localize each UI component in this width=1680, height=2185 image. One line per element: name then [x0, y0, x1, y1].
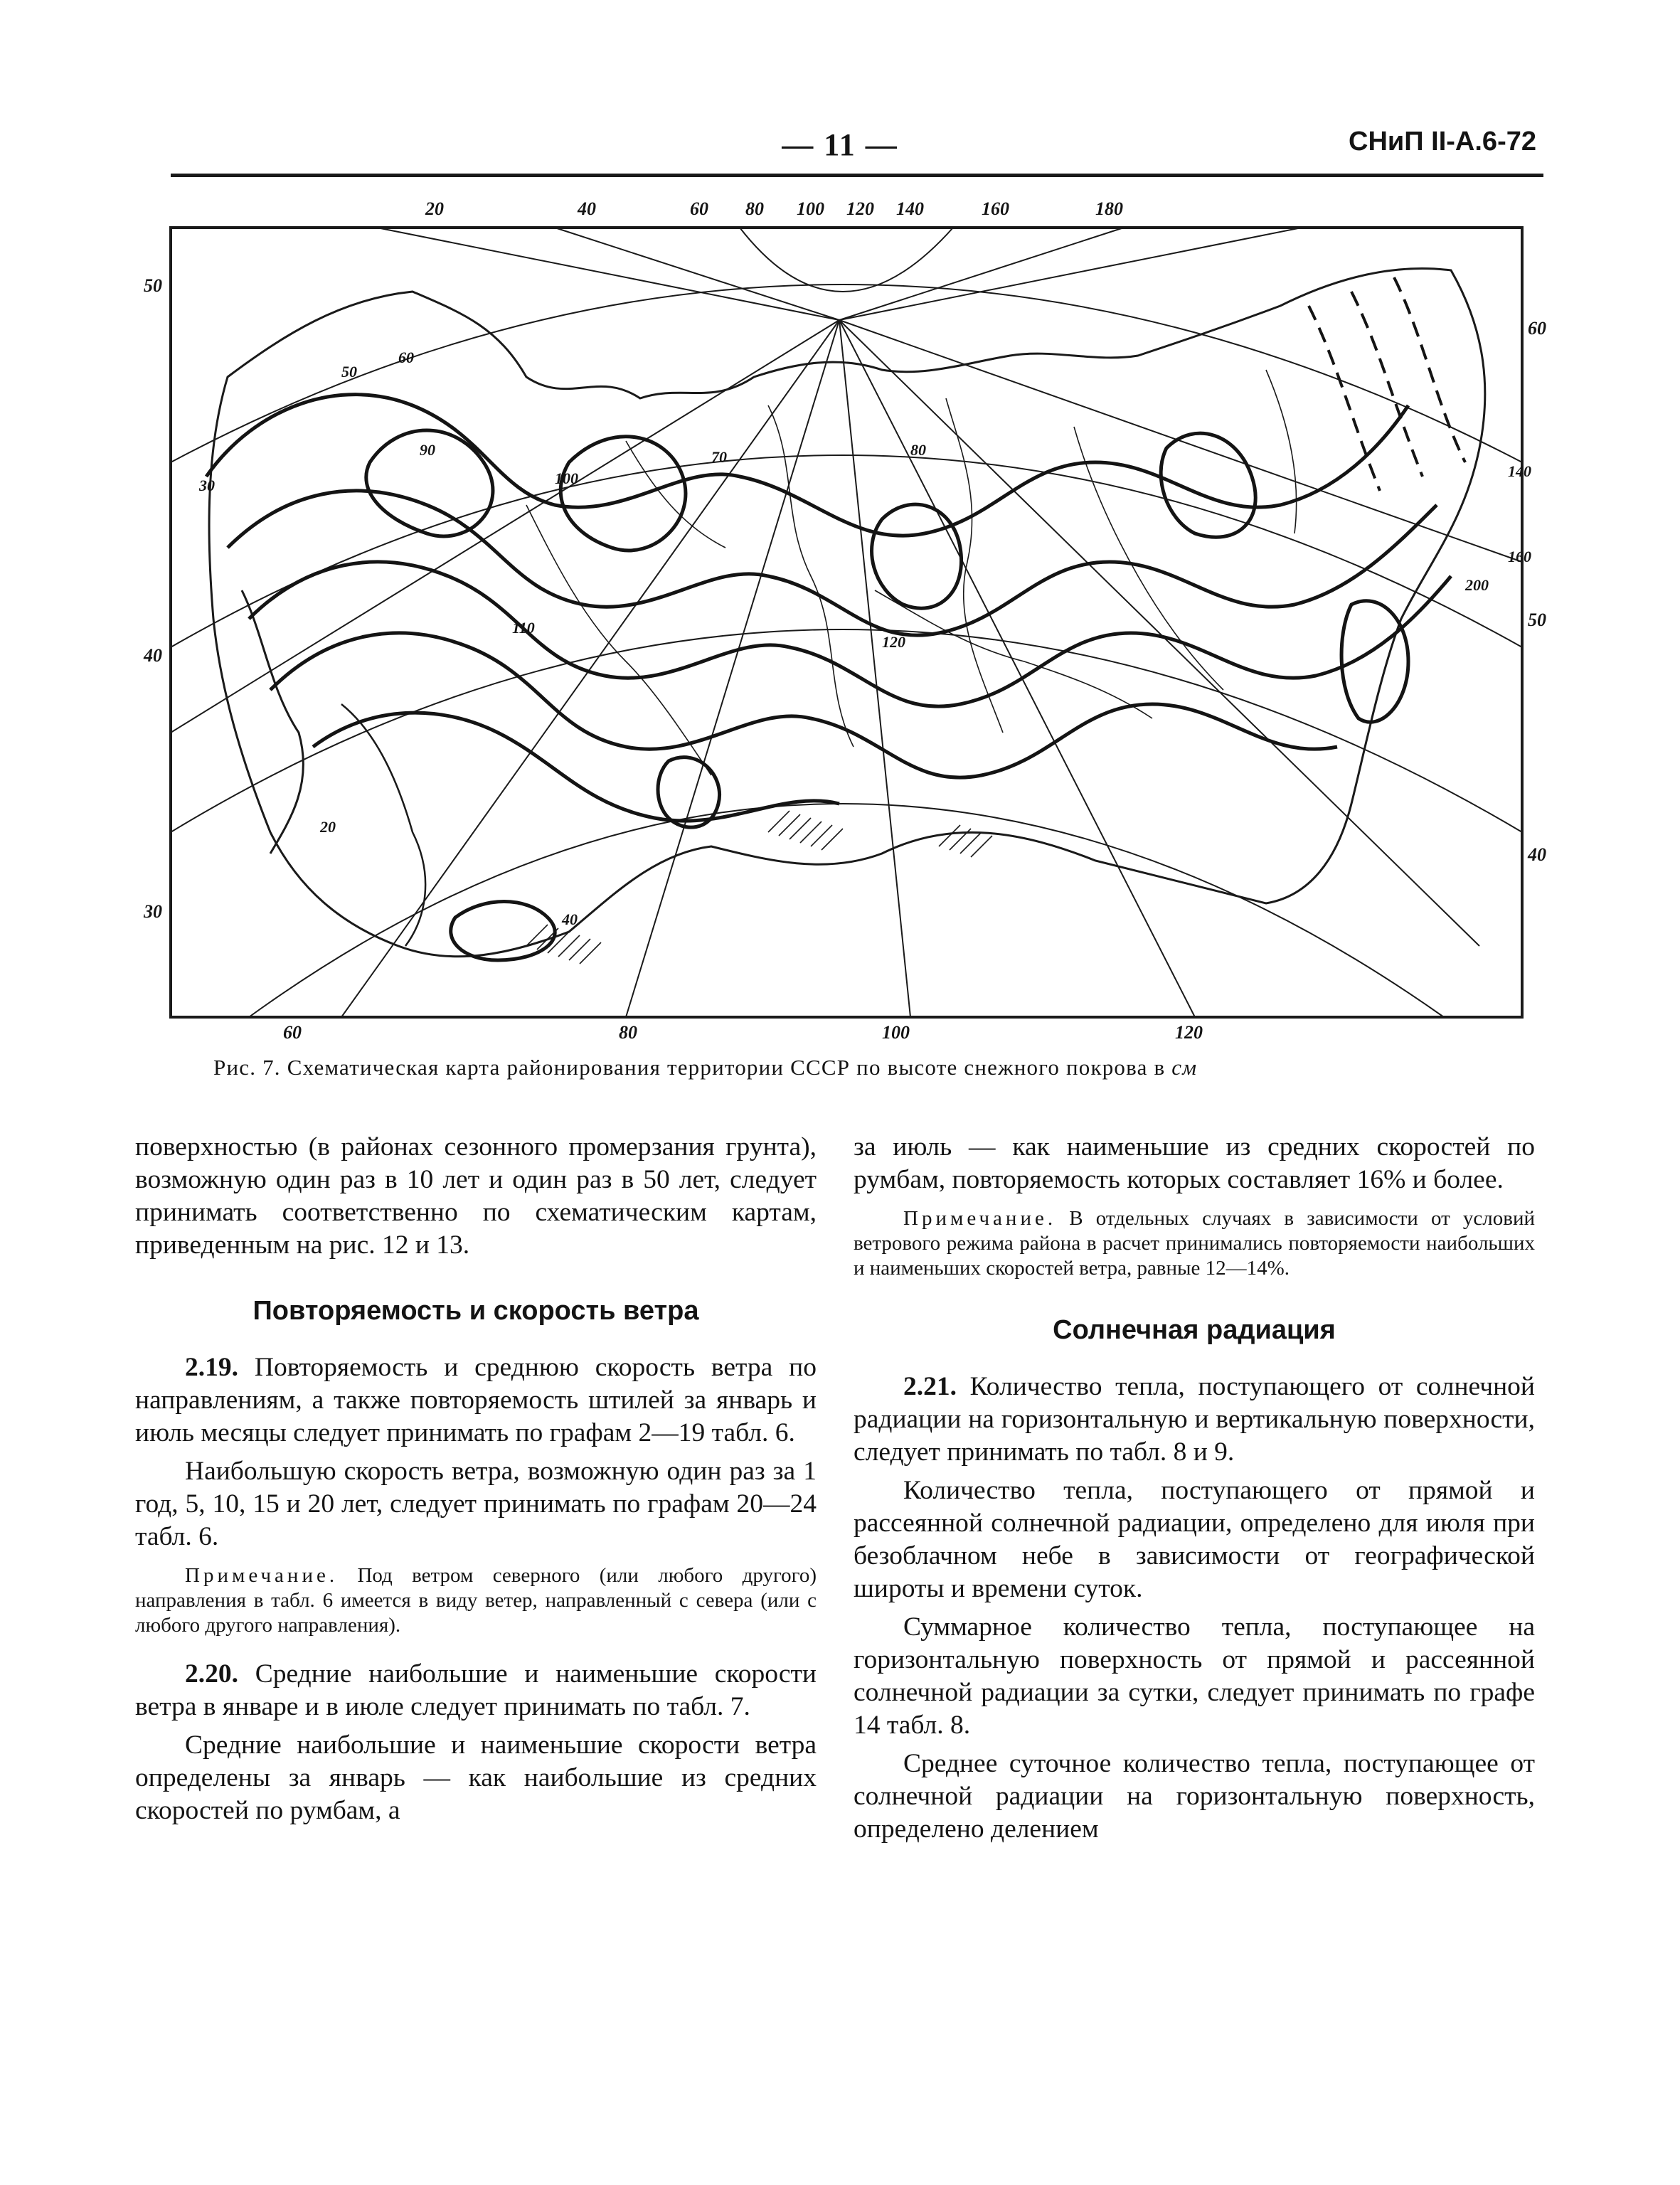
note-text: В отдельных случаях в зависимости от условий ветрового режима района в расчет принимались повторяемости наибольших и наименьших скоростей ветра, равные 12—14%.: [854, 1207, 1535, 1280]
contour-label: 100: [555, 469, 578, 487]
contour-label: 140: [1508, 462, 1531, 480]
note: [135, 1563, 817, 1638]
contour-label: 40: [562, 910, 578, 928]
lon-label-top: 100: [797, 198, 824, 219]
lat-label-left: 30: [144, 901, 162, 922]
lon-label-bottom: 120: [1175, 1022, 1203, 1043]
clause-text: Количество тепла, поступающего от солнечной радиации на горизонтальную и вертикальную поверхности, следует принимать по табл. 8 и 9.: [854, 1372, 1535, 1467]
section-heading-wind: Повторяемость и скорость ветра: [252, 1296, 699, 1326]
contour-label: 50: [341, 363, 357, 381]
note: [854, 1206, 1535, 1281]
lat-label-left: 40: [144, 645, 162, 666]
header-rule: [171, 174, 1543, 177]
contour-label: 80: [910, 441, 926, 459]
paragraph-2-19: [135, 1351, 817, 1450]
note-label: Примечание.: [185, 1564, 339, 1587]
lat-label-left: 50: [144, 275, 162, 296]
paragraph: Средние наибольшие и наименьшие скорости ветра определены за январь — как наибольшие из средних скоростей по румбам, а: [135, 1731, 817, 1825]
contour-label: 200: [1465, 576, 1489, 594]
lat-label-right: 60: [1528, 318, 1546, 339]
figure-caption: [213, 1055, 1437, 1080]
section-heading-solar: Солнечная радиация: [1053, 1315, 1336, 1345]
map-frame: [171, 228, 1522, 1017]
left-column: [135, 1131, 817, 1833]
contour-label: 70: [711, 448, 727, 466]
paragraph: Количество тепла, поступающего от прямой и рассеянной солнечной радиации, определено для июля при безоблачном небе в зависимости от географической широты и времени суток.: [854, 1476, 1535, 1603]
contour-label: 30: [199, 477, 215, 494]
paragraph: поверхностью (в районах сезонного промерзания грунта), возможную один раз в 10 лет и один раз в 50 лет, следует принимать соответственно по схематическим картам, приведенным на рис. 12 и 13.: [135, 1132, 817, 1260]
lon-label-top: 60: [690, 198, 708, 219]
lat-label-right: 50: [1528, 610, 1546, 630]
lon-label-top: 140: [896, 198, 924, 219]
lon-label-top: 120: [846, 198, 874, 219]
lat-label-right: 40: [1528, 844, 1546, 865]
page-number: — 11 —: [782, 127, 898, 162]
clause-number: 2.21.: [903, 1372, 957, 1401]
note-label: Примечание.: [903, 1207, 1057, 1230]
clause-number: 2.19.: [185, 1353, 238, 1382]
lon-label-top: 80: [745, 198, 764, 219]
note-text: Под ветром северного (или любого другого) направления в табл. 6 имеется в виду ветер, направленный с севера (или с любого другого направления).: [135, 1564, 817, 1637]
lon-label-bottom: 100: [882, 1022, 910, 1043]
contour-label: 120: [882, 633, 905, 651]
contour-label: 110: [512, 619, 535, 637]
caption-unit: см: [1171, 1055, 1198, 1080]
paragraph: Наибольшую скорость ветра, возможную один раз за 1 год, 5, 10, 15 и 20 лет, следует принимать по графам 20—24 табл. 6.: [135, 1457, 817, 1551]
snow-cover-map: [128, 192, 1551, 1046]
lon-label-bottom: 80: [619, 1022, 637, 1043]
contour-label: 60: [398, 349, 414, 366]
paragraph-2-21: [854, 1371, 1535, 1469]
lon-label-top: 160: [982, 198, 1009, 219]
contour-label: 160: [1508, 548, 1531, 565]
graticule-meridians: [171, 228, 1522, 1017]
document-code: СНиП II-А.6-72: [1349, 127, 1536, 156]
clause-text: Повторяемость и среднюю скорость ветра по направлениям, а также повторяемость штилей за январь и июль месяцы следует принимать по графам 2—19 табл. 6.: [135, 1353, 817, 1447]
paragraph: Среднее суточное количество тепла, поступающее от солнечной радиации на горизонтальную поверхность, определено делением: [854, 1749, 1535, 1844]
contour-label: 20: [320, 818, 336, 836]
graticule-parallels: [171, 228, 1522, 1017]
caption-text: Рис. 7. Схематическая карта районирования территории СССР по высоте снежного покрова в: [213, 1055, 1166, 1080]
clause-text: Средние наибольшие и наименьшие скорости ветра в январе и в июле следует принимать по табл. 7.: [135, 1659, 817, 1721]
paragraph: за июль — как наименьшие из средних скоростей по румбам, повторяемость которых составляет 16% и более.: [854, 1132, 1535, 1194]
paragraph-2-20: [135, 1658, 817, 1723]
lon-label-top: 20: [425, 198, 444, 219]
lon-label-top: 180: [1095, 198, 1123, 219]
right-column: [854, 1131, 1535, 1851]
lon-label-bottom: 60: [283, 1022, 302, 1043]
paragraph: Суммарное количество тепла, поступающее на горизонтальную поверхность от прямой и рассеянной солнечной радиации за сутки, следует принимать по графе 14 табл. 8.: [854, 1612, 1535, 1740]
lon-label-top: 40: [578, 198, 596, 219]
contour-label: 90: [420, 441, 435, 459]
clause-number: 2.20.: [185, 1659, 238, 1689]
